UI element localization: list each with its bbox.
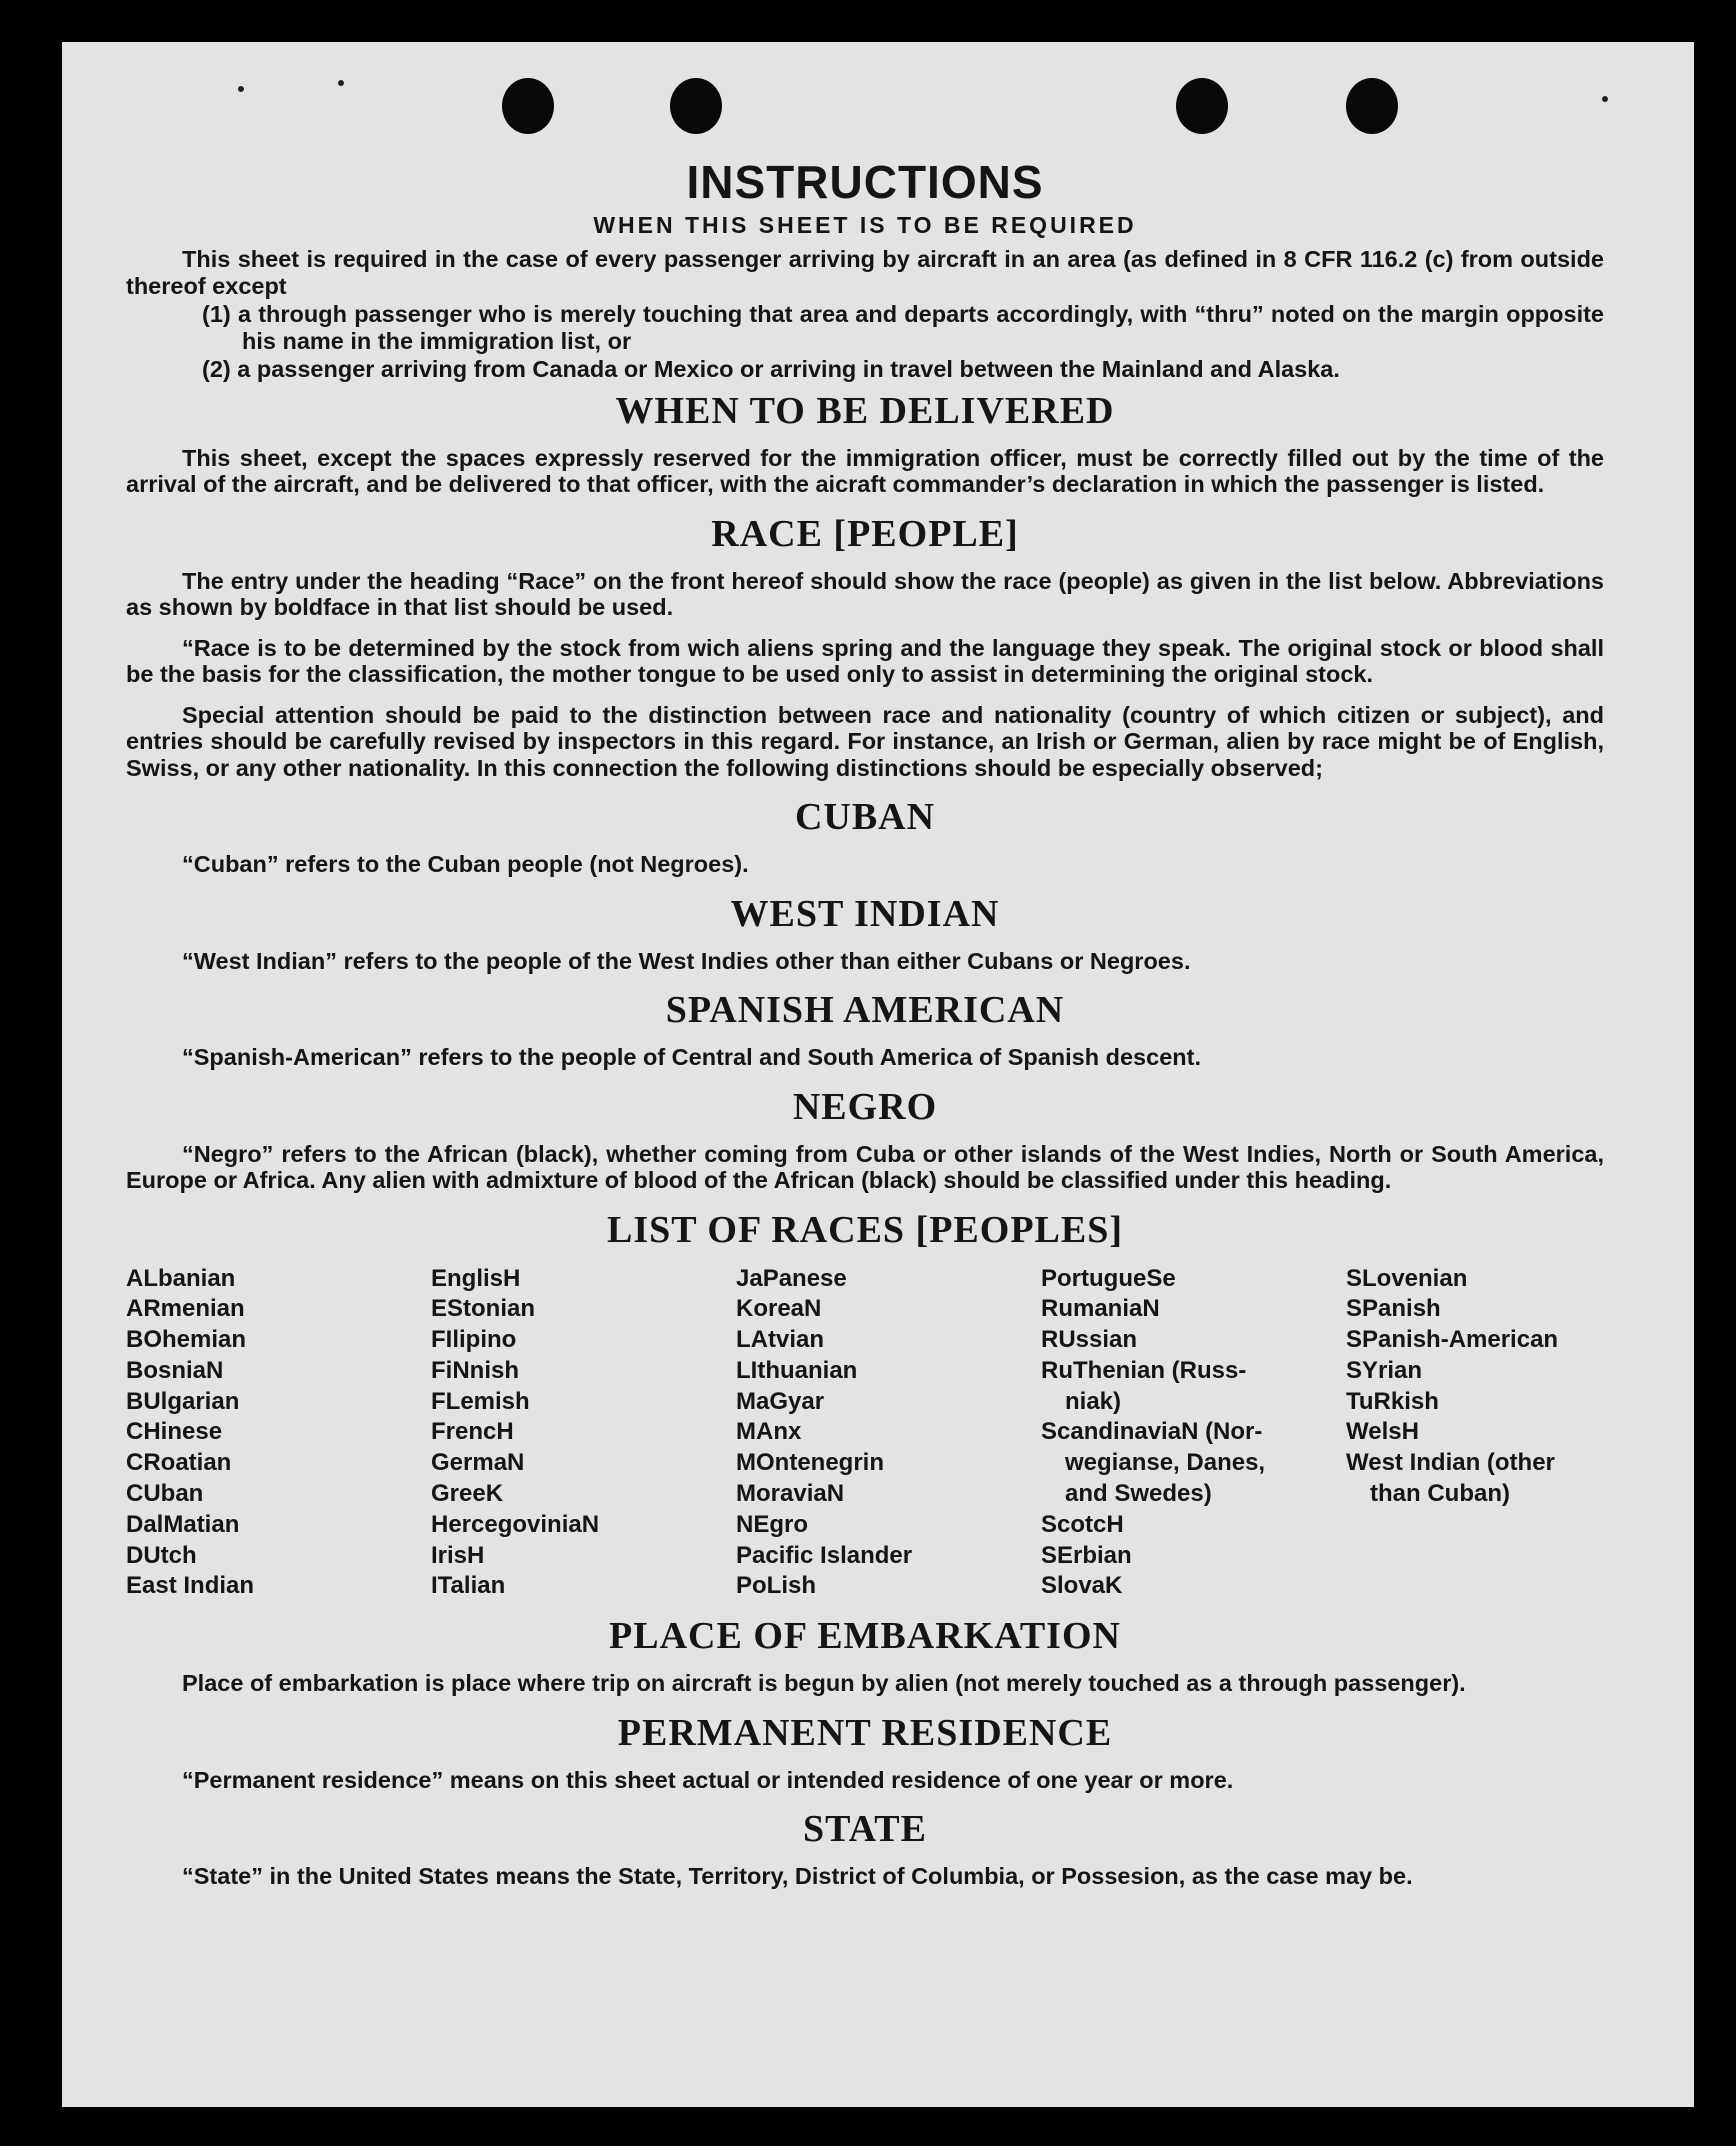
race-item: EStonian [431,1295,536,1323]
race-item: MOntenegrin [736,1449,884,1477]
race-item: SPanish [1346,1295,1441,1323]
races-column [736,1264,1041,1603]
west-indian-text: “West Indian” refers to the people of the West Indies other than either Cubans or Negroes. [182,947,1191,974]
races-column [1346,1264,1651,1603]
races-list-heading: LIST OF RACES [PEOPLES] [606,1208,1124,1251]
west-indian-heading: WEST INDIAN [730,892,1000,935]
race-item: IrisH [431,1541,485,1569]
race-item: ARmenian [126,1295,245,1323]
race-item: BosniaN [126,1356,224,1384]
races-column [126,1264,431,1603]
negro-heading: NEGRO [792,1085,938,1128]
race-item: SLovenian [1346,1264,1468,1292]
race-item: SlovaK [1041,1572,1123,1600]
race-item: HercegoviniaN [431,1510,600,1538]
required-item-1: (1) a through passenger who is merely touching that area and departs accordingly, with “thru” noted on the margin opposite his name in the immigration list, or [202,301,1604,354]
race-item-continued: than Cuban) [1370,1480,1510,1508]
race-item: Pacific Islander [736,1541,913,1569]
race-item-continued: niak) [1065,1387,1122,1415]
races-column [1041,1264,1346,1603]
residence-text: “Permanent residence” means on this sheet actual or intended residence of one year or more. [182,1766,1234,1793]
speck [338,80,344,86]
race-item: LAtvian [736,1326,825,1354]
page-title: INSTRUCTIONS [686,156,1044,208]
race-item: RuThenian (Russ- [1041,1356,1247,1384]
races-column [431,1264,736,1603]
race-paragraph-2: “Race is to be determined by the stock from wich aliens spring and the language they speak. The original stock or blood shall be the basis for the classification, the mother tongue to be used only to assist in determining the original stock. [126,634,1604,687]
punch-hole [1346,78,1398,134]
race-item: EnglisH [431,1264,521,1292]
race-item: PortugueSe [1041,1264,1176,1292]
instructions-content [126,154,1604,1904]
race-item: LIthuanian [736,1356,858,1384]
race-item: TuRkish [1346,1387,1439,1415]
race-item: NEgro [736,1510,808,1538]
race-item: FLemish [431,1387,530,1415]
race-item: GermaN [431,1449,525,1477]
cuban-heading: CUBAN [794,796,936,838]
race-item: ITalian [431,1572,506,1600]
speck [238,86,244,92]
race-item: BUlgarian [126,1387,240,1415]
race-item: RUssian [1041,1326,1138,1354]
embarkation-heading: PLACE OF EMBARKATION [609,1615,1121,1658]
required-item-2: (2) a passenger arriving from Canada or Mexico or arriving in travel between the Mainland and Alaska. [202,356,1340,382]
cuban-text: “Cuban” refers to the Cuban people (not Negroes). [182,851,749,877]
race-item: WelsH [1346,1418,1419,1446]
spanish-american-heading: SPANISH AMERICAN [665,989,1065,1031]
speck [1602,96,1608,102]
state-heading: STATE [803,1808,927,1851]
race-item: ScandinaviaN (Nor- [1041,1418,1263,1446]
race-item: FIlipino [431,1326,517,1354]
race-item: SPanish-American [1346,1326,1559,1354]
race-item: MAnx [736,1418,802,1446]
race-item: CHinese [126,1418,223,1446]
race-item: BOhemian [126,1326,247,1354]
races-list [126,1264,1604,1603]
race-item: DUtch [126,1541,197,1569]
state-text: “State” in the United States means the State, Territory, District of Columbia, or Possesion, as the case may be. [182,1863,1413,1890]
race-item: FrencH [431,1418,514,1446]
document-sheet [62,42,1694,2107]
delivered-heading: WHEN TO BE DELIVERED [615,389,1115,432]
punch-hole [1176,78,1228,134]
race-item: SYrian [1346,1356,1423,1384]
race-item-continued: wegianse, Danes, [1065,1449,1266,1477]
spanish-american-text: “Spanish-American” refers to the people of Central and South America of Spanish descent. [182,1044,1201,1070]
required-intro: This sheet is required in the case of every passenger arriving by aircraft in an area (as defined in 8 CFR 116.2 (c) from outside thereof except [126,246,1604,299]
race-item: KoreaN [736,1295,822,1323]
race-item: ScotcH [1041,1510,1124,1538]
race-paragraph-3: Special attention should be paid to the distinction between race and nationality (country of which citizen or subject), and entries should be carefully revised by inspectors in this regard. For instance, an Irish or German, alien by race might be of English, Swiss, or any other nationality. In this connection the following distinctions should be especially observed; [126,701,1604,781]
race-paragraph-1: The entry under the heading “Race” on the front hereof should show the race (people) as given in the list below. Abbreviations as shown by boldface in that list should be used. [126,567,1604,620]
race-item: West Indian (other [1346,1449,1555,1477]
race-item: ALbanian [126,1264,236,1292]
race-item: East Indian [126,1572,255,1600]
race-item: MoraviaN [736,1480,845,1508]
race-item: PoLish [736,1572,817,1600]
race-item: CRoatian [126,1449,232,1477]
race-heading: RACE [PEOPLE] [711,512,1019,555]
residence-heading: PERMANENT RESIDENCE [617,1711,1113,1754]
race-item: CUban [126,1480,204,1508]
delivered-text: This sheet, except the spaces expressly reserved for the immigration officer, must be correctly filled out by the time of the arrival of the aircraft, and be delivered to that officer, with the aicraft commander’s declaration in which the passenger is listed. [126,444,1604,497]
page-subtitle: WHEN THIS SHEET IS TO BE REQUIRED [593,212,1137,238]
race-item: GreeK [431,1480,504,1508]
punch-hole [502,78,554,134]
punch-hole [670,78,722,134]
race-item: RumaniaN [1041,1295,1160,1323]
race-item: JaPanese [736,1264,847,1292]
race-item-continued: and Swedes) [1065,1480,1212,1508]
race-item: FiNnish [431,1356,519,1384]
race-item: SErbian [1041,1541,1132,1569]
race-item: MaGyar [736,1387,825,1415]
race-item: DalMatian [126,1510,240,1538]
negro-text: “Negro” refers to the African (black), whether coming from Cuba or other islands of the West Indies, North or South America, Europe or Africa. Any alien with admixture of blood of the African (black) should be classified under this heading. [126,1140,1604,1193]
embarkation-text: Place of embarkation is place where trip on aircraft is begun by alien (not merely touched as a through passenger). [182,1670,1466,1697]
